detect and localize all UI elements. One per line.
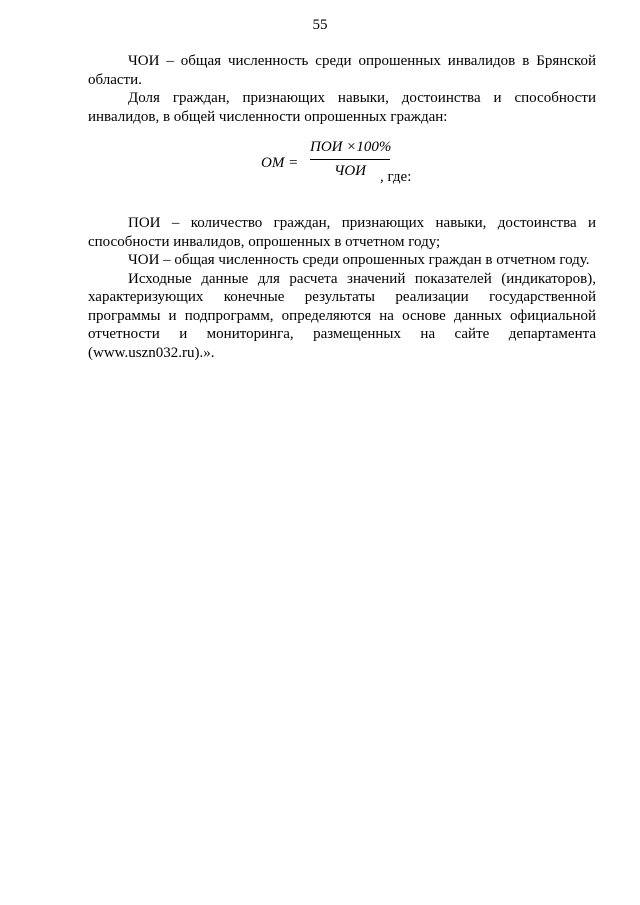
formula bbox=[88, 138, 596, 202]
formula-denominator: ЧОИ bbox=[334, 162, 366, 179]
formula-numerator: ПОИ ×100% bbox=[310, 139, 392, 155]
paragraph-poi-definition: ПОИ – количество граждан, признающих навыки, достоинства и способности инвалидов, опрошенных в отчетном году; bbox=[88, 215, 596, 250]
paragraph-share-description: Доля граждан, признающих навыки, достоинства и способности инвалидов, в общей численности опрошенных граждан: bbox=[88, 90, 596, 125]
formula-lhs: ОМ = bbox=[261, 155, 299, 171]
page-number: 55 bbox=[312, 17, 328, 33]
paragraph-source-data: Исходные данные для расчета значений показателей (индикаторов), характеризующих конечные результаты реализации государственной программы и подпрограмм, определяются на основе данных официальной отчетности и мониторинга, размещенных на сайте департамента (www.uszn032.ru).». bbox=[88, 270, 596, 361]
paragraph-choi-citizens-definition: ЧОИ – общая численность среди опрошенных граждан в отчетном году. bbox=[128, 252, 590, 268]
formula-fraction bbox=[310, 138, 390, 180]
document-body bbox=[88, 52, 596, 362]
formula-suffix: , где: bbox=[380, 169, 412, 185]
paragraph-choi-definition: ЧОИ – общая численность среди опрошенных инвалидов в Брянской области. bbox=[88, 53, 596, 88]
